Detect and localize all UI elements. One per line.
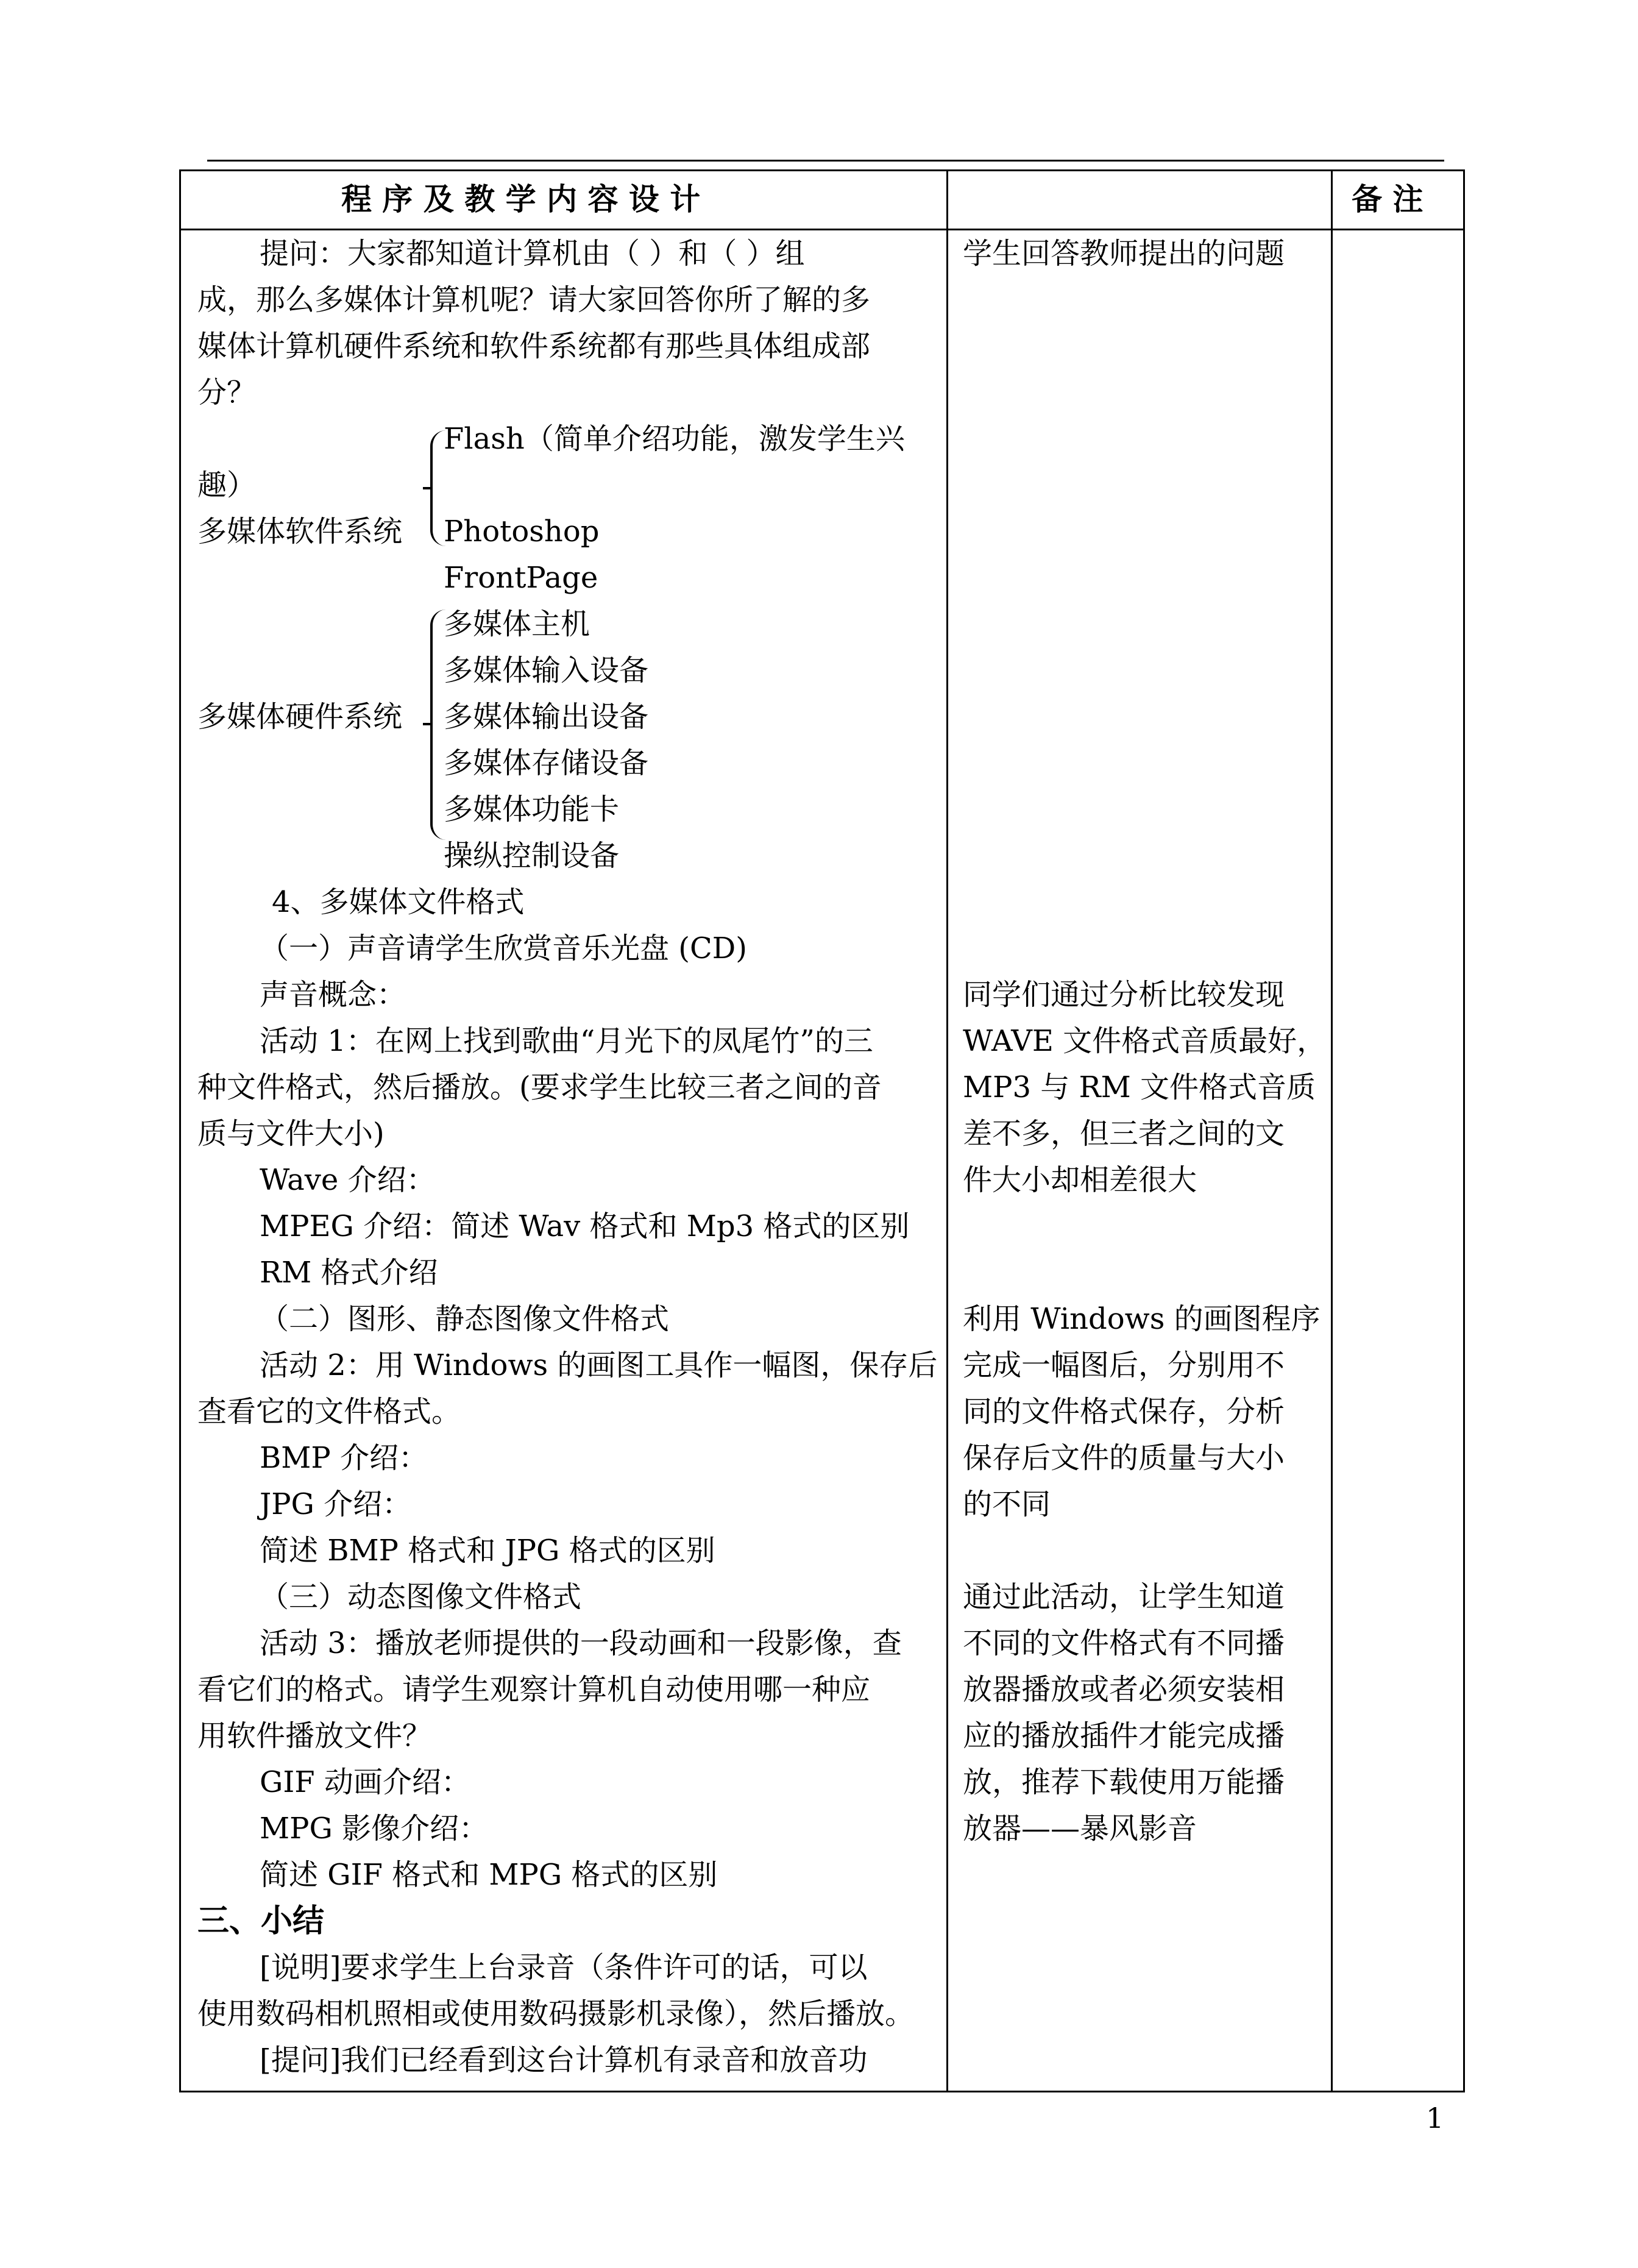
software-item-continued: 趣）	[197, 468, 257, 502]
body-line: 简述 GIF 格式和 MPG 格式的区别	[260, 1858, 718, 1892]
column-divider-notes	[1331, 169, 1333, 2092]
hardware-item: 多媒体主机	[444, 607, 590, 641]
software-system-label: 多媒体软件系统	[197, 514, 403, 549]
column-header-content: 程 序 及 教 学 内 容 设 计	[341, 181, 701, 217]
column-header-remarks: 备 注	[1352, 181, 1424, 217]
body-line: 使用数码相机照相或使用数码摄影机录像），然后播放。	[197, 1997, 915, 2031]
body-line: RM 格式介绍	[260, 1256, 438, 1290]
software-item: Flash（简单介绍功能，激发学生兴	[444, 422, 905, 456]
note-text: 通过此活动，让学生知道	[963, 1580, 1285, 1614]
note-text: 差不多，但三者之间的文	[963, 1117, 1285, 1151]
hardware-brace-tip	[423, 723, 431, 725]
section-heading: 4、多媒体文件格式	[272, 885, 525, 919]
note-text: 放，推荐下载使用万能播	[963, 1765, 1285, 1799]
body-line: Wave 介绍：	[260, 1163, 436, 1197]
note-text: 放器播放或者必须安装相	[963, 1673, 1285, 1707]
note-text: MP3 与 RM 文件格式音质	[963, 1070, 1316, 1104]
note-text: 利用 Windows 的画图程序	[963, 1302, 1321, 1336]
column-divider-content	[946, 169, 948, 2092]
activity-line: 活动 3：播放老师提供的一段动画和一段影像，查	[260, 1626, 902, 1660]
body-line: BMP 介绍：	[260, 1441, 428, 1475]
hardware-item: 操纵控制设备	[444, 839, 620, 873]
note-text: 同学们通过分析比较发现	[963, 978, 1285, 1012]
note-text: 的不同	[963, 1487, 1051, 1521]
software-item: Photoshop	[444, 514, 600, 549]
subsection-heading: （二）图形、静态图像文件格式	[260, 1302, 670, 1336]
summary-heading: 三、小结	[197, 1902, 325, 1939]
note-text: 同的文件格式保存，分析	[963, 1395, 1285, 1429]
activity-line: 活动 2：用 Windows 的画图工具作一幅图，保存后	[260, 1348, 938, 1382]
header-rule	[207, 160, 1444, 162]
software-item: FrontPage	[444, 561, 598, 595]
body-line: 简述 BMP 格式和 JPG 格式的区别	[260, 1534, 715, 1568]
note-text: 应的播放插件才能完成播	[963, 1719, 1285, 1753]
activity-line: 看它们的格式。请学生观察计算机自动使用哪一种应	[197, 1673, 871, 1707]
hardware-item: 多媒体功能卡	[444, 792, 620, 827]
note-text: 件大小却相差很大	[963, 1163, 1197, 1197]
body-line: [说明]要求学生上台录音（条件许可的话，可以	[260, 1950, 868, 1985]
software-brace-tip	[423, 487, 431, 489]
intro-line: 提问：大家都知道计算机由（ ）和（ ）组	[260, 236, 805, 271]
body-line: MPEG 介绍：简述 Wav 格式和 Mp3 格式的区别	[260, 1209, 910, 1243]
body-line: JPG 介绍：	[260, 1487, 412, 1521]
intro-line: 成，那么多媒体计算机呢？请大家回答你所了解的多	[197, 283, 871, 317]
hardware-item: 多媒体存储设备	[444, 746, 649, 780]
body-line: MPG 影像介绍：	[260, 1811, 489, 1846]
note-text: 完成一幅图后，分别用不	[963, 1348, 1285, 1382]
activity-line: 质与文件大小)	[197, 1117, 385, 1151]
note-text: 不同的文件格式有不同播	[963, 1626, 1285, 1660]
activity-line: 种文件格式，然后播放。(要求学生比较三者之间的音	[197, 1070, 882, 1104]
activity-line: 用软件播放文件？	[197, 1719, 432, 1753]
activity-line: 查看它的文件格式。	[197, 1395, 461, 1429]
hardware-item: 多媒体输出设备	[444, 700, 649, 734]
note-text: 学生回答教师提出的问题	[963, 236, 1285, 271]
intro-line: 媒体计算机硬件系统和软件系统都有那些具体组成部	[197, 329, 871, 363]
body-line: GIF 动画介绍：	[260, 1765, 470, 1799]
note-text: 放器——暴风影音	[963, 1811, 1197, 1846]
hardware-item: 多媒体输入设备	[444, 653, 649, 688]
intro-line: 分？	[197, 375, 257, 410]
body-line: 声音概念：	[260, 978, 406, 1012]
activity-line: 活动 1：在网上找到歌曲“月光下的凤尾竹”的三	[260, 1024, 873, 1058]
body-line: [提问]我们已经看到这台计算机有录音和放音功	[260, 2043, 868, 2077]
subsection-heading: （一）声音请学生欣赏音乐光盘 (CD)	[260, 931, 747, 965]
hardware-system-label: 多媒体硬件系统	[197, 700, 403, 734]
note-text: WAVE 文件格式音质最好，	[963, 1024, 1327, 1058]
page-number: 1	[1426, 2102, 1444, 2135]
subsection-heading: （三）动态图像文件格式	[260, 1580, 582, 1614]
note-text: 保存后文件的质量与大小	[963, 1441, 1285, 1475]
